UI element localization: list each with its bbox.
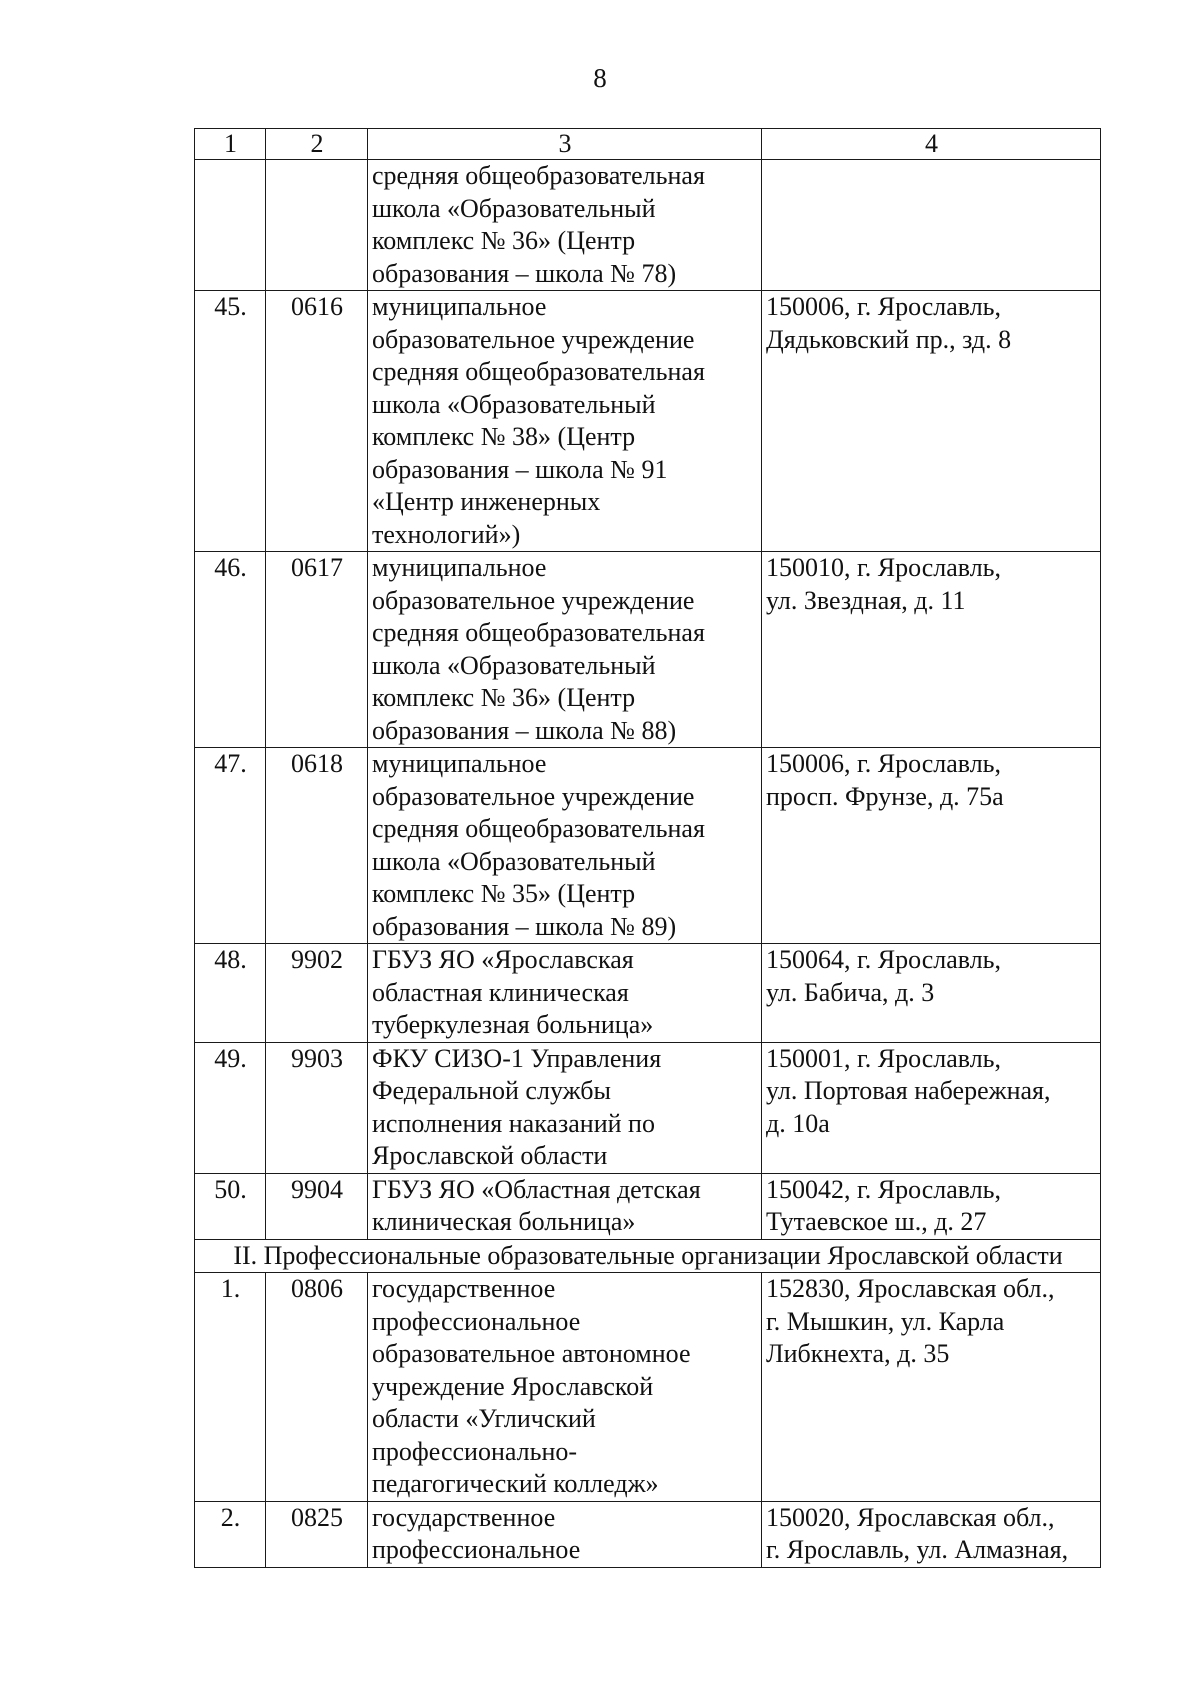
code-cell: 0617	[266, 552, 368, 748]
code-cell: 0618	[266, 748, 368, 944]
code-cell: 0616	[266, 291, 368, 552]
code-cell: 9904	[266, 1173, 368, 1239]
table-row	[195, 160, 1101, 291]
table-row	[195, 1273, 1101, 1502]
organization-name-cell: муниципальное образовательное учреждение средняя общеобразовательная школа «Образовательный комплекс № 38» (Центр образования – школа № 91 «Центр инженерных технологий»)	[368, 291, 762, 552]
organization-name-cell: ГБУЗ ЯО «Областная детская клиническая больница»	[368, 1173, 762, 1239]
organization-name-cell: ФКУ СИЗО-1 Управления Федеральной службы исполнения наказаний по Ярославской области	[368, 1042, 762, 1173]
address-cell	[762, 160, 1101, 291]
table-row	[195, 291, 1101, 552]
organization-name-cell: средняя общеобразовательная школа «Образовательный комплекс № 36» (Центр образования – школа № 78)	[368, 160, 762, 291]
row-number-cell: 49.	[195, 1042, 266, 1173]
row-number-cell: 46.	[195, 552, 266, 748]
header-cell: 2	[266, 129, 368, 160]
address-cell: 150064, г. Ярославль, ул. Бабича, д. 3	[762, 944, 1101, 1043]
address-cell: 150020, Ярославская обл., г. Ярославль, ул. Алмазная,	[762, 1501, 1101, 1567]
code-cell: 0806	[266, 1273, 368, 1502]
address-cell: 152830, Ярославская обл., г. Мышкин, ул. Карла Либкнехта, д. 35	[762, 1273, 1101, 1502]
organization-name-cell: ГБУЗ ЯО «Ярославская областная клиническая туберкулезная больница»	[368, 944, 762, 1043]
code-cell: 9902	[266, 944, 368, 1043]
table-row	[195, 552, 1101, 748]
address-cell: 150006, г. Ярославль, Дядьковский пр., зд. 8	[762, 291, 1101, 552]
table-row	[195, 944, 1101, 1043]
table-row	[195, 748, 1101, 944]
table-row	[195, 1501, 1101, 1567]
page-number: 8	[593, 63, 607, 93]
header-row	[195, 129, 1101, 160]
organization-name-cell: государственное профессиональное образовательное автономное учреждение Ярославской области «Угличский профессионально- педагогический колледж»	[368, 1273, 762, 1502]
organization-name-cell: государственное профессиональное	[368, 1501, 762, 1567]
table-row	[195, 1042, 1101, 1173]
row-number-cell	[195, 160, 266, 291]
row-number-cell: 47.	[195, 748, 266, 944]
section-row	[195, 1239, 1101, 1273]
header-cell: 1	[195, 129, 266, 160]
row-number-cell: 48.	[195, 944, 266, 1043]
registry-table	[194, 128, 1101, 1568]
header-cell: 4	[762, 129, 1101, 160]
code-cell: 9903	[266, 1042, 368, 1173]
address-cell: 150042, г. Ярославль, Тутаевское ш., д. 27	[762, 1173, 1101, 1239]
address-cell: 150006, г. Ярославль, просп. Фрунзе, д. 75а	[762, 748, 1101, 944]
organization-name-cell: муниципальное образовательное учреждение средняя общеобразовательная школа «Образовательный комплекс № 35» (Центр образования – школа № 89)	[368, 748, 762, 944]
table-body	[195, 160, 1101, 1568]
address-cell: 150010, г. Ярославль, ул. Звездная, д. 11	[762, 552, 1101, 748]
code-cell: 0825	[266, 1501, 368, 1567]
section-title: II. Профессиональные образовательные организации Ярославской области	[195, 1239, 1101, 1273]
header-cell: 3	[368, 129, 762, 160]
row-number-cell: 2.	[195, 1501, 266, 1567]
table-row	[195, 1173, 1101, 1239]
organization-name-cell: муниципальное образовательное учреждение средняя общеобразовательная школа «Образовательный комплекс № 36» (Центр образования – школа № 88)	[368, 552, 762, 748]
code-cell	[266, 160, 368, 291]
row-number-cell: 50.	[195, 1173, 266, 1239]
row-number-cell: 45.	[195, 291, 266, 552]
row-number-cell: 1.	[195, 1273, 266, 1502]
address-cell: 150001, г. Ярославль, ул. Портовая набережная, д. 10а	[762, 1042, 1101, 1173]
